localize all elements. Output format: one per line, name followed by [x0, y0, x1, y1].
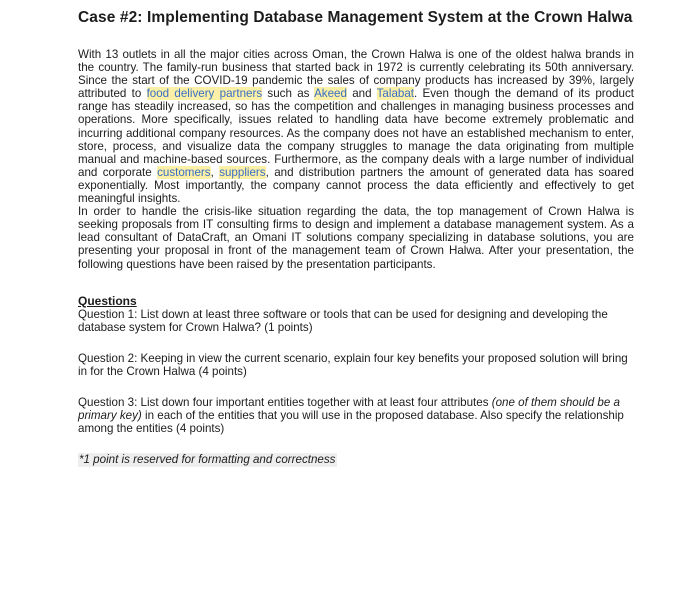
question-1: Question 1: List down at least three software or tools that can be used for designing and developing the database system for Crown Halwa? (1 points): [78, 307, 608, 334]
highlight-suppliers: suppliers: [219, 165, 266, 179]
question-3-primary-key-note: (one of them should be a primary key): [78, 395, 620, 423]
paragraph-text: With 13 outlets in all the major cities across Oman, the Crown Halwa is one of the oldest halwa brands in the country. The family-run business that started back in 1972 is currently celebrating its 50th anniversary. Since the start of the COVID-19 pandemic the sales of company products has increased by 39%, largely attributed to: [78, 48, 634, 101]
paragraph-text: and: [346, 87, 377, 101]
questions-heading: Questions: [78, 293, 137, 308]
paragraph-text: . Even though the demand of its product range has steadily increased, so has the competition and challenges in managing business processes and operations. More specifically, issues related to handling data have become extremely problematic and incurring additional company resources. As the company does not have an established mechanism to enter, store, process, and visualize data the company struggles to manage the data originating from multiple manual and machine-based sources. Furthermore, as the company deals with a large number of individual and corporate: [78, 87, 634, 179]
case-title: Case #2: Implementing Database Management System at the Crown Halwa: [78, 9, 633, 26]
paragraph-text: , and distribution partners the amount of generated data has soared exponentially. Most importantly, the company cannot process the data efficiently and effectively to get meaningful insights.: [78, 165, 634, 206]
highlight-customers: customers: [157, 165, 211, 179]
question-3-text: in each of the entities that you will use in the proposed database. Also specify the relationship among the entities (4 points): [78, 409, 624, 436]
case-document: [78, 8, 634, 468]
questions-section: [78, 295, 634, 469]
highlight-talabat: Talabat: [376, 87, 415, 101]
case-paragraph-background: [78, 48, 634, 205]
question-3: [78, 396, 634, 435]
case-paragraph-task: In order to handle the crisis-like situation regarding the data, the top management of Crown Halwa is seeking proposals from IT consulting firms to design and implement a database management system. As a lead consultant of DataCraft, an Omani IT solutions company specializing in database solutions, you are presenting your proposal in front of the management team of Crown Halwa. After your presentation, the following questions have been raised by the presentation participants.: [78, 205, 634, 271]
formatting-note: *1 point is reserved for formatting and correctness: [79, 453, 336, 467]
highlight-akeed: Akeed: [314, 87, 347, 101]
question-3-text: Question 3: List down four important entities together with at least four attributes: [78, 395, 492, 409]
paragraph-text: ,: [210, 165, 220, 179]
paragraph-text: such as: [262, 87, 315, 101]
question-2: Question 2: Keeping in view the current scenario, explain four key benefits your proposed solution will bring in for the Crown Halwa (4 points): [78, 351, 628, 378]
highlight-food-delivery-partners: food delivery partners: [146, 87, 263, 101]
